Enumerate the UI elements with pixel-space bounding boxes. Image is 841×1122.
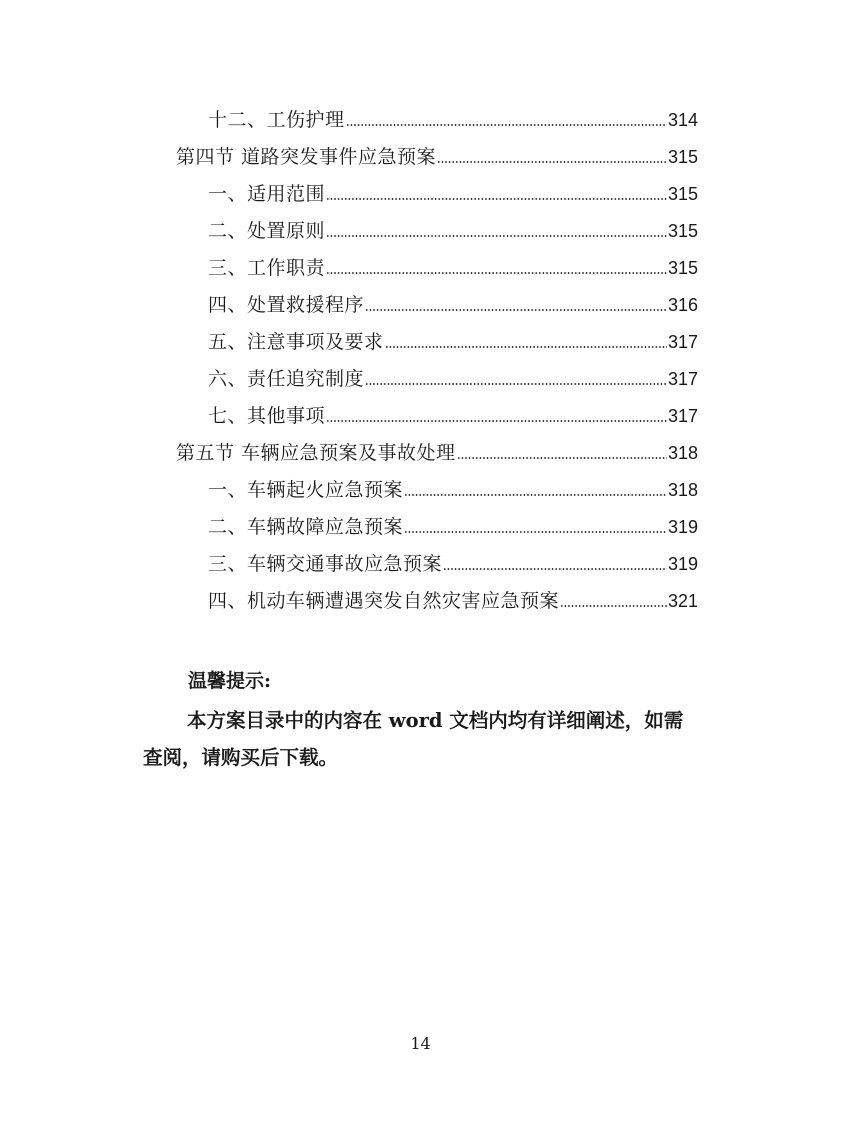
toc-entry[interactable] — [208, 176, 698, 206]
toc-entry-title: 二、车辆故障应急预案 — [208, 516, 404, 538]
toc-leader-dots — [560, 605, 667, 607]
toc-entry-title: 十二、工伤护理 — [208, 109, 345, 131]
toc-entry-page: 317 — [667, 332, 698, 352]
toc-leader-dots — [326, 272, 667, 274]
toc-entry[interactable] — [208, 398, 698, 428]
toc-entry[interactable] — [208, 324, 698, 354]
toc-leader-dots — [385, 346, 667, 348]
toc-entry-title: 一、车辆起火应急预案 — [208, 479, 404, 501]
toc-entry-title: 五、注意事项及要求 — [208, 331, 384, 353]
toc-entry-page: 315 — [667, 221, 698, 241]
toc-entry-page: 321 — [667, 591, 698, 611]
toc-entry-title: 四、处置救援程序 — [208, 294, 365, 316]
toc-entry[interactable] — [208, 102, 698, 132]
toc-leader-dots — [457, 457, 667, 459]
toc-section-entry[interactable] — [176, 139, 698, 169]
toc-leader-dots — [365, 383, 667, 385]
toc-leader-dots — [365, 309, 667, 311]
toc-leader-dots — [404, 494, 667, 496]
toc-entry-page: 318 — [667, 480, 698, 500]
toc-entry-page: 315 — [667, 147, 698, 167]
toc-entry-page: 314 — [667, 110, 698, 130]
toc-entry-title: 七、其他事项 — [208, 405, 326, 427]
toc-entry-page: 317 — [667, 406, 698, 426]
toc-entry-title: 六、责任追究制度 — [208, 368, 365, 390]
toc-entry-page: 319 — [667, 554, 698, 574]
toc-entry-page: 315 — [667, 258, 698, 278]
toc-entry-page: 315 — [667, 184, 698, 204]
toc-entry-title: 三、车辆交通事故应急预案 — [208, 553, 443, 575]
tip-heading: 温馨提示: — [188, 670, 272, 692]
toc-entry[interactable] — [208, 287, 698, 317]
toc-leader-dots — [346, 124, 667, 126]
toc-entry-page: 316 — [667, 295, 698, 315]
toc-entry[interactable] — [208, 250, 698, 280]
toc-leader-dots — [404, 531, 667, 533]
toc-entry-page: 318 — [667, 443, 698, 463]
toc-entry[interactable] — [208, 361, 698, 391]
toc-entry-title: 二、处置原则 — [208, 220, 326, 242]
tip-body-text: 本方案目录中的内容在 word 文档内均有详细阐述，如需查阅，请购买后下载。 — [143, 709, 684, 769]
toc-entry[interactable] — [208, 546, 698, 576]
toc-entry-title: 四、机动车辆遭遇突发自然灾害应急预案 — [208, 590, 560, 612]
toc-entry-title: 第四节 道路突发事件应急预案 — [176, 146, 437, 168]
toc-leader-dots — [443, 568, 667, 570]
toc-entry-page: 317 — [667, 369, 698, 389]
toc-entry[interactable] — [208, 472, 698, 502]
toc-leader-dots — [326, 198, 667, 200]
toc-entry-title: 三、工作职责 — [208, 257, 326, 279]
page-number: 14 — [410, 1034, 431, 1053]
toc-entry[interactable] — [208, 509, 698, 539]
toc-entry[interactable] — [208, 583, 698, 613]
toc-leader-dots — [326, 420, 667, 422]
toc-leader-dots — [326, 235, 667, 237]
toc-entry[interactable] — [208, 213, 698, 243]
toc-entry-page: 319 — [667, 517, 698, 537]
toc-section-entry[interactable] — [176, 435, 698, 465]
toc-entry-title: 一、适用范围 — [208, 183, 326, 205]
toc-entry-title: 第五节 车辆应急预案及事故处理 — [176, 442, 456, 464]
toc-leader-dots — [437, 161, 667, 163]
